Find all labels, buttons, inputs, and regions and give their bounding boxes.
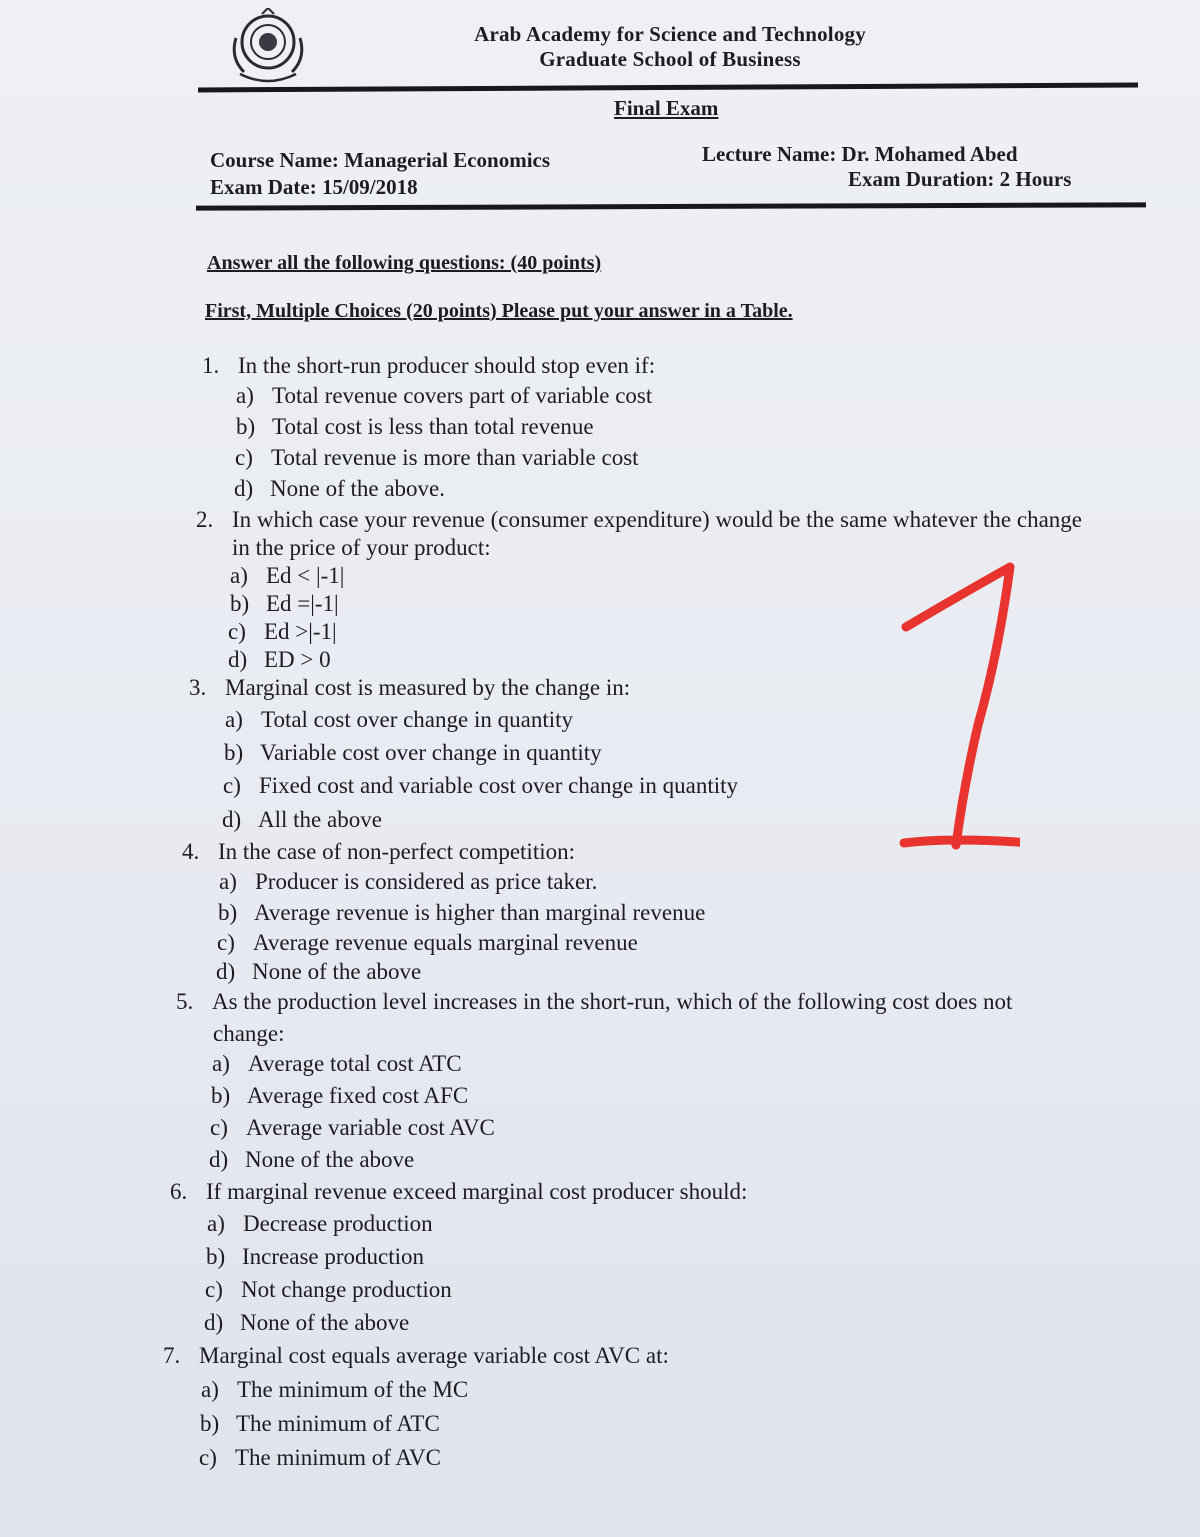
option-text: Total revenue covers part of variable cost [272,383,653,408]
option [199,1444,441,1472]
question-text: In which case your revenue (consumer expenditure) would be the same whatever the change [232,507,1083,532]
option-letter: c) [210,1115,228,1140]
question-5-line-2: change: [213,1021,285,1046]
question-6 [170,1178,747,1206]
option-letter: a) [207,1211,225,1236]
question-4 [182,838,575,866]
option [228,618,337,646]
option-letter: b) [200,1411,220,1436]
option-text: The minimum of the MC [237,1377,469,1402]
option [206,1243,424,1271]
question-text: Marginal cost equals average variable cost AVC at: [199,1343,669,1368]
question-7 [163,1342,669,1370]
option-letter: c) [217,930,235,955]
question-text: If marginal revenue exceed marginal cost producer should: [206,1179,748,1204]
option-text: Variable cost over change in quantity [260,740,602,765]
option [228,646,331,674]
option-text: Fixed cost and variable cost over change in quantity [259,773,739,798]
school-name: Graduate School of Business [539,47,801,71]
option-letter: c) [228,619,246,644]
option [225,706,573,734]
option-letter: a) [230,563,248,588]
option [207,1210,433,1238]
exam-title: Final Exam [614,96,719,120]
option-text: ED > 0 [264,647,331,672]
option-letter: c) [205,1277,223,1302]
option [204,1309,409,1337]
question-number: 6. [170,1179,188,1204]
option-text: The minimum of AVC [235,1445,441,1470]
option [216,958,421,986]
option [230,562,344,590]
option-letter: d) [204,1310,224,1335]
option-text: Ed < |-1| [266,563,345,588]
option-text: Average revenue is higher than marginal revenue [254,900,706,925]
option-letter: b) [211,1083,231,1108]
question-text: In the case of non-perfect competition: [218,839,575,864]
option-text: Increase production [242,1244,425,1269]
option-text: Total revenue is more than variable cost [271,445,639,470]
question-5 [176,988,1012,1016]
option-letter: a) [236,383,254,408]
question-3 [189,674,630,702]
option-letter: b) [230,591,250,616]
option-text: Average fixed cost AFC [247,1083,469,1108]
option-text: Ed =|-1| [266,591,339,616]
option-letter: b) [206,1244,226,1269]
section-heading: First, Multiple Choices (20 points) Please put your answer in a Table. [205,300,793,322]
option-letter: a) [219,869,237,894]
option [223,772,738,800]
option-text: None of the above [245,1147,415,1172]
option [217,929,638,957]
main-instructions: Answer all the following questions: (40 points) [207,252,602,274]
exam-duration: Exam Duration: 2 Hours [848,167,1072,191]
handwritten-number-mark [890,545,1020,865]
option-letter: d) [209,1147,229,1172]
option-letter: c) [235,445,253,470]
option [230,590,339,618]
option-letter: c) [199,1445,217,1470]
question-text: As the production level increases in the short-run, which of the following cost does not [212,989,1013,1014]
option-text: Average total cost ATC [248,1051,462,1076]
option-text: Ed >|-1| [264,619,337,644]
option-letter: c) [223,773,241,798]
option [235,444,639,472]
option-text: Total cost is less than total revenue [272,414,594,439]
question-number: 3. [189,675,207,700]
option-text: Total cost over change in quantity [261,707,573,732]
question-number: 2. [196,507,214,532]
course-name: Course Name: Managerial Economics [210,148,551,172]
option-letter: b) [224,740,244,765]
option [224,739,602,767]
option-letter: a) [212,1051,230,1076]
option [212,1050,462,1078]
question-number: 5. [176,989,194,1014]
option-text: None of the above. [270,476,445,501]
option [218,899,705,927]
question-2-line-2: in the price of your product: [232,535,491,560]
option-letter: b) [218,900,238,925]
option [236,382,652,410]
option-text: None of the above [240,1310,410,1335]
question-1 [202,352,655,380]
question-number: 4. [182,839,200,864]
option-letter: d) [234,476,254,501]
option-letter: a) [225,707,243,732]
option-letter: d) [216,959,236,984]
option-letter: a) [201,1377,219,1402]
exam-date: Exam Date: 15/09/2018 [210,175,418,199]
option-text: Not change production [241,1277,452,1302]
option-text: None of the above [252,959,422,984]
option [234,475,445,503]
question-2 [196,506,1082,534]
option-text: Producer is considered as price taker. [255,869,598,894]
option [209,1146,414,1174]
option-text: Average variable cost AVC [246,1115,495,1140]
question-number: 7. [163,1343,181,1368]
option-letter: d) [222,807,242,832]
question-number: 1. [202,353,220,378]
option [236,413,594,441]
option-text: Average revenue equals marginal revenue [253,930,638,955]
lecturer-name: Lecture Name: Dr. Mohamed Abed [702,142,1018,166]
option [222,806,382,834]
option [200,1410,440,1438]
option [219,868,597,896]
question-text: In the short-run producer should stop even if: [238,353,656,378]
option [201,1376,468,1404]
option-text: Decrease production [243,1211,433,1236]
option [211,1082,468,1110]
option-letter: d) [228,647,248,672]
option-text: All the above [258,807,382,832]
option-letter: b) [236,414,256,439]
option-text: The minimum of ATC [236,1411,440,1436]
question-text: Marginal cost is measured by the change in: [225,675,631,700]
institution-name: Arab Academy for Science and Technology [474,22,866,46]
option [210,1114,495,1142]
option [205,1276,452,1304]
